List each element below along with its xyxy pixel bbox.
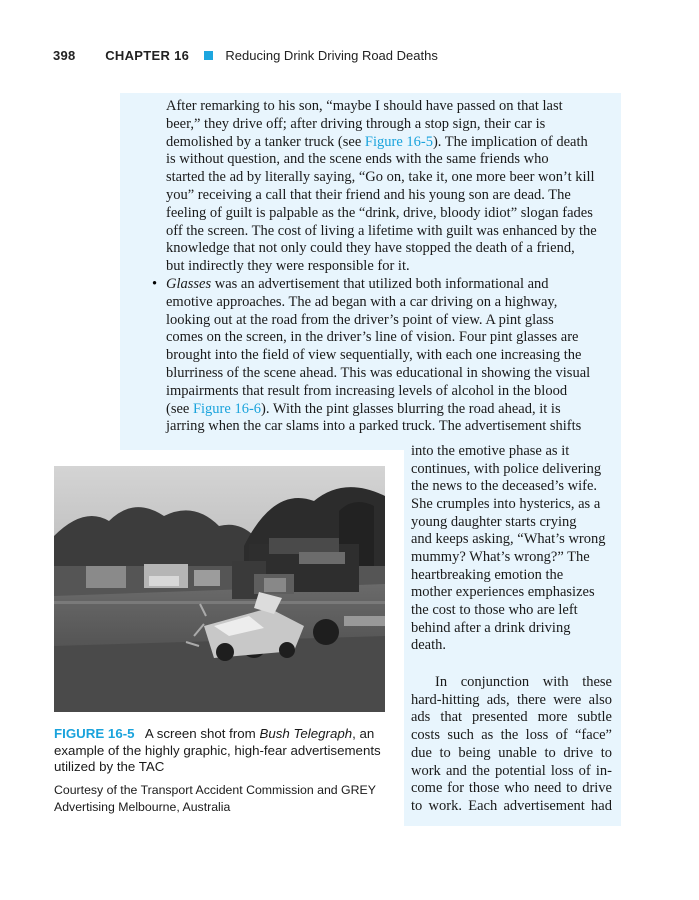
text-line: you” receiving a call that their friend and his young son are dead. The xyxy=(166,187,571,203)
line-text: (see xyxy=(166,400,193,417)
text-line: behind after a drink driving xyxy=(411,619,571,636)
line-text: ). With the pint glasses blurring the road ahead, it is xyxy=(261,400,561,417)
text-line: After remarking to his son, “maybe I should have passed on that last xyxy=(166,98,563,114)
text-line: looking out at the road from the driver’s point of view. A pint glass xyxy=(166,311,554,328)
text-line: mother experiences emphasizes xyxy=(411,584,595,601)
figure-reference-link[interactable]: Figure 16-6 xyxy=(192,400,262,417)
text-line: started the ad by literally saying, “Go on, take it, one more beer won’t kill xyxy=(166,169,595,186)
figure-reference-link[interactable]: Figure 16-5 xyxy=(364,133,433,150)
text-line: costs such as the loss of “face” xyxy=(411,727,612,744)
text-line: is without question, and the scene ends with the same friends who xyxy=(166,151,549,168)
text-line xyxy=(166,134,588,151)
text-line: jarring when the car slams into a parked truck. The advertisement shifts xyxy=(166,418,582,435)
text-line: beer,” they drive off; after driving through a stop sign, their car is xyxy=(166,115,546,132)
line-text: demolished by a tanker truck (see xyxy=(166,133,365,150)
text-line: ads that presented more subtle xyxy=(411,709,612,726)
caption-title: Bush Telegraph xyxy=(259,726,353,741)
line-text: was an advertisement that utilized both informational and xyxy=(211,276,549,292)
text-line: to work. Each advertisement had xyxy=(411,797,612,814)
text-line xyxy=(166,401,561,418)
text-line: hard-hitting ads, there were also xyxy=(411,691,612,708)
chapter-title: Reducing Drink Driving Road Deaths xyxy=(225,48,438,63)
line-text: ). The implication of death xyxy=(432,133,588,150)
text-line: blurriness of the scene ahead. This was educational in showing the visual xyxy=(166,365,591,381)
header-square-icon xyxy=(204,51,213,60)
text-line: heartbreaking emotion the xyxy=(411,566,564,583)
bullet-marker: • xyxy=(152,276,158,292)
caption-text-start: A screen shot from xyxy=(144,726,260,741)
text-line: comes on the screen, in the driver’s line of vision. Four pint glasses are xyxy=(166,329,579,346)
text-line: come for those who need to drive xyxy=(411,780,612,797)
figure-label: FIGURE 16-5 xyxy=(54,726,135,741)
figure-caption xyxy=(54,726,392,776)
text-line: impairments that result from increasing levels of alcohol in the blood xyxy=(166,382,568,399)
running-header xyxy=(53,48,438,63)
chapter-label: CHAPTER 16 xyxy=(105,48,190,63)
caption-text-end: , an example of the highly graphic, high-fear advertisements utilized by the TAC xyxy=(54,726,381,774)
text-line: off the screen. The cost of living a lifetime with guilt was enhanced by the xyxy=(166,222,597,239)
figure-credit: Courtesy of the Transport Accident Commission and GREY Advertising Melbourne, Australia xyxy=(54,783,376,814)
text-line: death. xyxy=(411,637,447,654)
figure-16-5-photo xyxy=(54,466,385,712)
italic-title: Glasses xyxy=(166,276,212,292)
text-line: the news to the deceased’s wife. xyxy=(411,478,598,495)
text-line: into the emotive phase as it xyxy=(411,443,570,459)
text-line: the cost to those who are left xyxy=(411,601,578,618)
text-line: emotive approaches. The ad began with a car driving on a highway, xyxy=(166,293,558,310)
page-number: 398 xyxy=(53,48,76,63)
text-line: feeling of guilt is palpable as the “drink, drive, bloody idiot” slogan fades xyxy=(166,204,593,221)
text-line: In conjunction with these xyxy=(435,674,612,690)
text-line: continues, with police delivering xyxy=(411,460,602,477)
text-line xyxy=(166,276,549,293)
crash-scene-image xyxy=(54,466,385,712)
text-line: but indirectly they were responsible for it. xyxy=(166,258,410,275)
text-line: young daughter starts crying xyxy=(411,513,577,530)
text-line: and keeps asking, “What’s wrong xyxy=(411,531,606,548)
text-line: She crumples into hysterics, as a xyxy=(411,495,601,512)
text-line: mummy? What’s wrong?” The xyxy=(411,548,590,565)
text-line: knowledge that not only could they have stopped the death of a friend, xyxy=(166,240,575,257)
text-line: work and the potential loss of in- xyxy=(411,762,612,779)
text-line: due to being unable to drive to xyxy=(411,744,612,761)
text-line: brought into the field of view sequentially, with each one increasing the xyxy=(166,347,582,364)
